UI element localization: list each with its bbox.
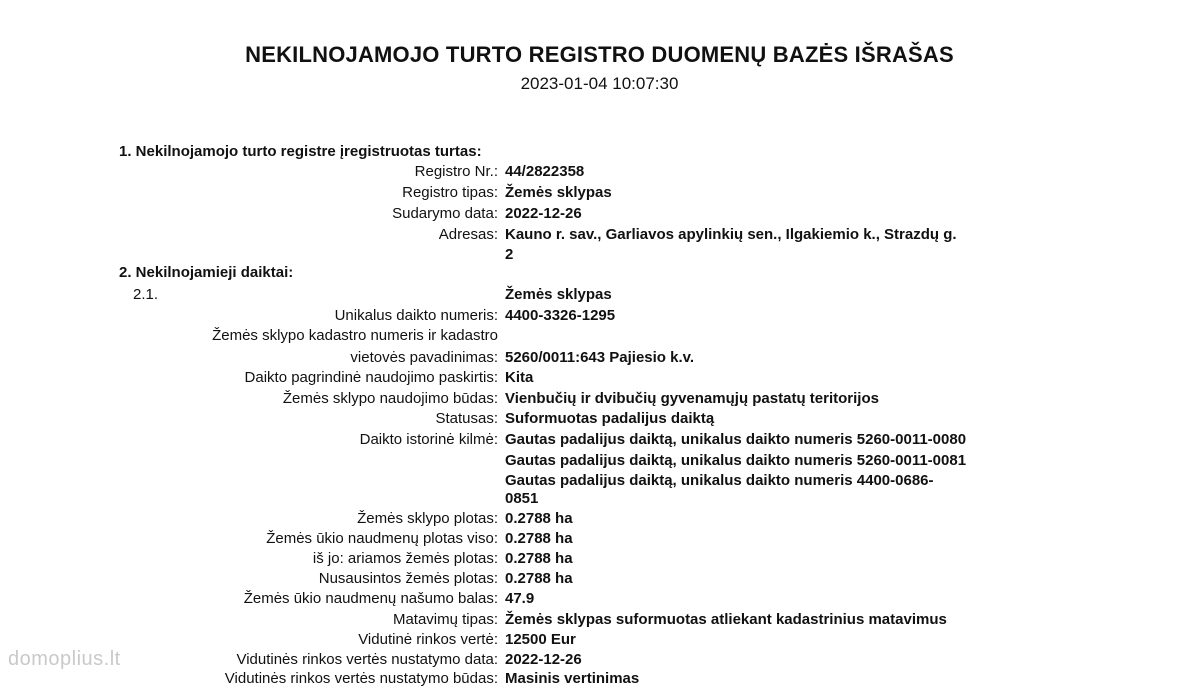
field-value: 2022-12-26 [505, 651, 582, 668]
field-row [0, 490, 1199, 510]
field-row [0, 369, 1199, 389]
field-value: 0.2788 ha [505, 530, 573, 547]
field-row-continuation [0, 246, 1199, 266]
field-value: 12500 Eur [505, 631, 576, 648]
field-row [0, 611, 1199, 631]
field-row [0, 631, 1199, 651]
document-title: NEKILNOJAMOJO TURTO REGISTRO DUOMENŲ BAZĖS IŠRAŠAS [245, 42, 954, 67]
field-label: Matavimų tipas: [392, 611, 498, 628]
field-row [0, 472, 1199, 492]
field-value: Žemės sklypas [505, 184, 612, 201]
field-label: Žemės sklypo plotas: [357, 510, 498, 527]
field-label: Registro Nr.: [414, 163, 498, 180]
field-label: Vidutinės rinkos vertės nustatymo data: [236, 651, 498, 668]
field-row [0, 205, 1199, 225]
field-row [0, 327, 1199, 347]
subsection-row [0, 286, 1199, 306]
field-row [0, 163, 1199, 183]
field-row [0, 410, 1199, 430]
field-value: Gautas padalijus daiktą, unikalus daikto numeris 4400-0686- [505, 472, 934, 489]
field-label: Daikto pagrindinė naudojimo paskirtis: [244, 369, 498, 386]
field-value: 2 [505, 246, 514, 263]
field-value: 44/2822358 [505, 163, 585, 180]
field-label: vietovės pavadinimas: [350, 349, 498, 366]
field-row [0, 184, 1199, 204]
field-value: Kita [505, 369, 534, 386]
field-label: Nusausintos žemės plotas: [318, 570, 498, 587]
field-row [0, 349, 1199, 369]
field-value: 0.2788 ha [505, 550, 573, 567]
field-label: Adresas: [438, 226, 498, 243]
field-value: Vienbučių ir dvibučių gyvenamųjų pastatų teritorijos [505, 390, 879, 407]
section-1-heading: 1. Nekilnojamojo turto registre įregistruotas turtas: [119, 143, 482, 160]
field-value: 0.2788 ha [505, 570, 573, 587]
field-row [0, 452, 1199, 472]
field-value: 0851 [505, 490, 539, 507]
field-row [0, 390, 1199, 410]
field-row-cropped [0, 670, 1199, 690]
field-label: iš jo: ariamos žemės plotas: [312, 550, 498, 567]
field-label: Unikalus daikto numeris: [334, 307, 498, 324]
field-row [0, 510, 1199, 530]
field-label: Daikto istorinė kilmė: [359, 431, 498, 448]
field-label: Žemės ūkio naudmenų plotas viso: [266, 530, 498, 547]
field-label: Sudarymo data: [392, 205, 498, 222]
field-row [0, 550, 1199, 570]
field-value: Kauno r. sav., Garliavos apylinkių sen., Ilgakiemio k., Strazdų g. [505, 226, 957, 243]
subsection-number: 2.1. [133, 286, 159, 303]
field-row [0, 651, 1199, 671]
section-2-heading: 2. Nekilnojamieji daiktai: [119, 264, 294, 281]
field-label: Statusas: [435, 410, 498, 427]
field-label: Žemės ūkio naudmenų našumo balas: [243, 590, 498, 607]
field-row [0, 530, 1199, 550]
field-row [0, 570, 1199, 590]
watermark: domoplius.lt [8, 648, 121, 670]
field-label: Vidutinės rinkos vertės nustatymo būdas: [224, 670, 498, 687]
field-value: 5260/0011:643 Pajiesio k.v. [505, 349, 695, 366]
field-value: 0.2788 ha [505, 510, 573, 527]
field-value: Žemės sklypas suformuotas atliekant kadastrinius matavimus [505, 611, 947, 628]
field-row [0, 307, 1199, 327]
field-label: Žemės sklypo naudojimo būdas: [282, 390, 498, 407]
field-row [0, 590, 1199, 610]
field-value: Gautas padalijus daiktą, unikalus daikto numeris 5260-0011-0080 [505, 431, 967, 448]
field-value: 2022-12-26 [505, 205, 582, 222]
field-label: Registro tipas: [402, 184, 498, 201]
field-value: Masinis vertinimas [505, 670, 640, 687]
field-value: 4400-3326-1295 [505, 307, 616, 324]
field-value: Suformuotas padalijus daiktą [505, 410, 715, 427]
field-label: Vidutinė rinkos vertė: [358, 631, 498, 648]
field-value: Gautas padalijus daiktą, unikalus daikto numeris 5260-0011-0081 [505, 452, 967, 469]
field-label: Žemės sklypo kadastro numeris ir kadastro [212, 327, 498, 344]
subsection-title: Žemės sklypas [505, 286, 612, 303]
field-row [0, 226, 1199, 246]
field-value: 47.9 [505, 590, 535, 607]
field-row [0, 431, 1199, 451]
document-timestamp: 2023-01-04 10:07:30 [520, 74, 679, 93]
